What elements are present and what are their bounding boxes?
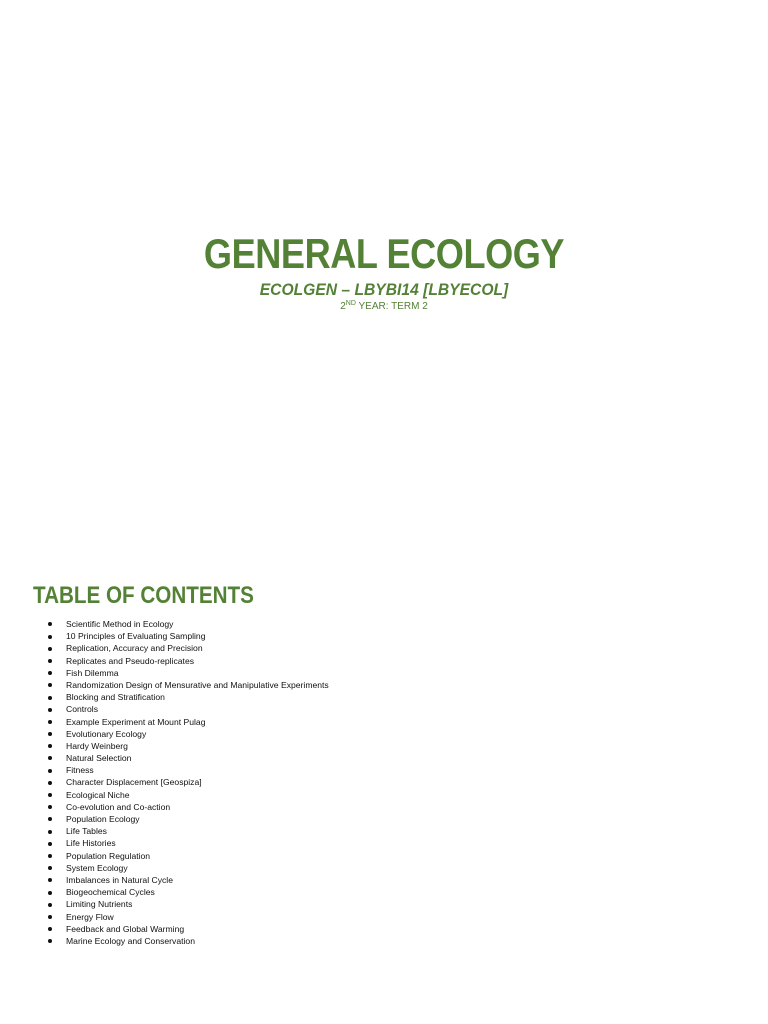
toc-item-label: Controls (66, 704, 98, 715)
toc-item (46, 703, 329, 715)
title-block (0, 228, 768, 314)
toc-item-label: 10 Principles of Evaluating Sampling (66, 631, 206, 642)
toc-item-label: Scientific Method in Ecology (66, 619, 174, 629)
toc-item-label: Population Ecology (66, 814, 140, 824)
toc-item-label: System Ecology (66, 862, 128, 873)
toc-item-label: Fish Dilemma (66, 667, 119, 678)
bullet-icon (48, 805, 52, 809)
toc-item (46, 923, 329, 935)
toc-item-label: Limiting Nutrients (66, 899, 133, 910)
toc-item (46, 898, 329, 910)
toc-item-label: Character Displacement [Geospiza] (66, 777, 202, 788)
toc-item-label: Randomization Design of Mensurative and Manipulative Experiments (66, 679, 329, 690)
toc-item-label: Ecological Niche (66, 789, 130, 800)
toc-item-label: Imbalances in Natural Cycle (66, 874, 173, 885)
toc-item (46, 789, 329, 801)
bullet-icon (48, 817, 52, 821)
toc-item (46, 655, 329, 667)
toc-item-label: Co-evolution and Co-action (66, 801, 171, 812)
bullet-icon (48, 939, 52, 943)
bullet-icon (48, 769, 52, 773)
toc-item-label: Biogeochemical Cycles (66, 887, 155, 898)
toc-item-label: Feedback and Global Warming (66, 923, 185, 934)
toc-item (46, 813, 329, 825)
toc-item (46, 716, 329, 728)
toc-item-label: Population Regulation (66, 850, 151, 861)
toc-item-label: Blocking and Stratification (66, 692, 165, 703)
toc-item (46, 776, 329, 788)
year-term-text: YEAR: TERM 2 (355, 301, 428, 312)
toc-item (46, 691, 329, 703)
bullet-icon (48, 915, 52, 919)
year-term (0, 300, 768, 314)
bullet-icon (48, 927, 52, 931)
bullet-icon (48, 683, 52, 687)
toc-item (46, 618, 329, 630)
bullet-icon (48, 781, 52, 785)
toc-item (46, 850, 329, 862)
bullet-icon (48, 866, 52, 870)
toc-item (46, 728, 329, 740)
bullet-icon (48, 756, 52, 760)
toc-item (46, 667, 329, 679)
bullet-icon (48, 842, 52, 846)
toc-item (46, 642, 329, 654)
toc-item-label: Energy Flow (66, 911, 114, 922)
bullet-icon (48, 903, 52, 907)
toc-item (46, 862, 329, 874)
toc-item (46, 837, 329, 849)
toc-item-label: Replicates and Pseudo-replicates (66, 655, 195, 666)
bullet-icon (48, 708, 52, 712)
toc-item (46, 801, 329, 813)
toc-list (46, 618, 329, 947)
toc-item (46, 630, 329, 642)
toc-item (46, 764, 329, 776)
toc-item (46, 935, 329, 947)
toc-item (46, 752, 329, 764)
toc-item (46, 825, 329, 837)
toc-item (46, 874, 329, 886)
toc-item (46, 886, 329, 898)
bullet-icon (48, 696, 52, 700)
course-code: ECOLGEN – LBYBI14 [LBYECOL] (259, 280, 509, 299)
toc-item-label: Example Experiment at Mount Pulag (66, 716, 206, 727)
bullet-icon (48, 659, 52, 663)
toc-item-label: Life Histories (66, 838, 116, 849)
bullet-icon (48, 720, 52, 724)
bullet-icon (48, 647, 52, 651)
toc-item-label: Life Tables (66, 826, 107, 837)
toc-item-label: Marine Ecology and Conservation (66, 935, 195, 946)
bullet-icon (48, 891, 52, 895)
bullet-icon (48, 854, 52, 858)
toc-item (46, 740, 329, 752)
document-title: GENERAL ECOLOGY (203, 230, 565, 277)
bullet-icon (48, 830, 52, 834)
toc-item-label: Replication, Accuracy and Precision (66, 643, 203, 654)
toc-item-label: Fitness (66, 765, 94, 776)
toc-item-label: Evolutionary Ecology (66, 728, 147, 739)
bullet-icon (48, 878, 52, 882)
bullet-icon (48, 793, 52, 797)
bullet-icon (48, 671, 52, 675)
toc-item-label: Natural Selection (66, 753, 132, 764)
toc-item (46, 679, 329, 691)
toc-item-label: Hardy Weinberg (66, 740, 128, 751)
bullet-icon (48, 744, 52, 748)
toc-heading: TABLE OF CONTENTS (33, 582, 254, 609)
year-number: 2 (340, 301, 346, 312)
year-suffix: ND (345, 300, 356, 307)
bullet-icon (48, 732, 52, 736)
bullet-icon (48, 622, 52, 626)
bullet-icon (48, 635, 52, 639)
toc-item (46, 911, 329, 923)
